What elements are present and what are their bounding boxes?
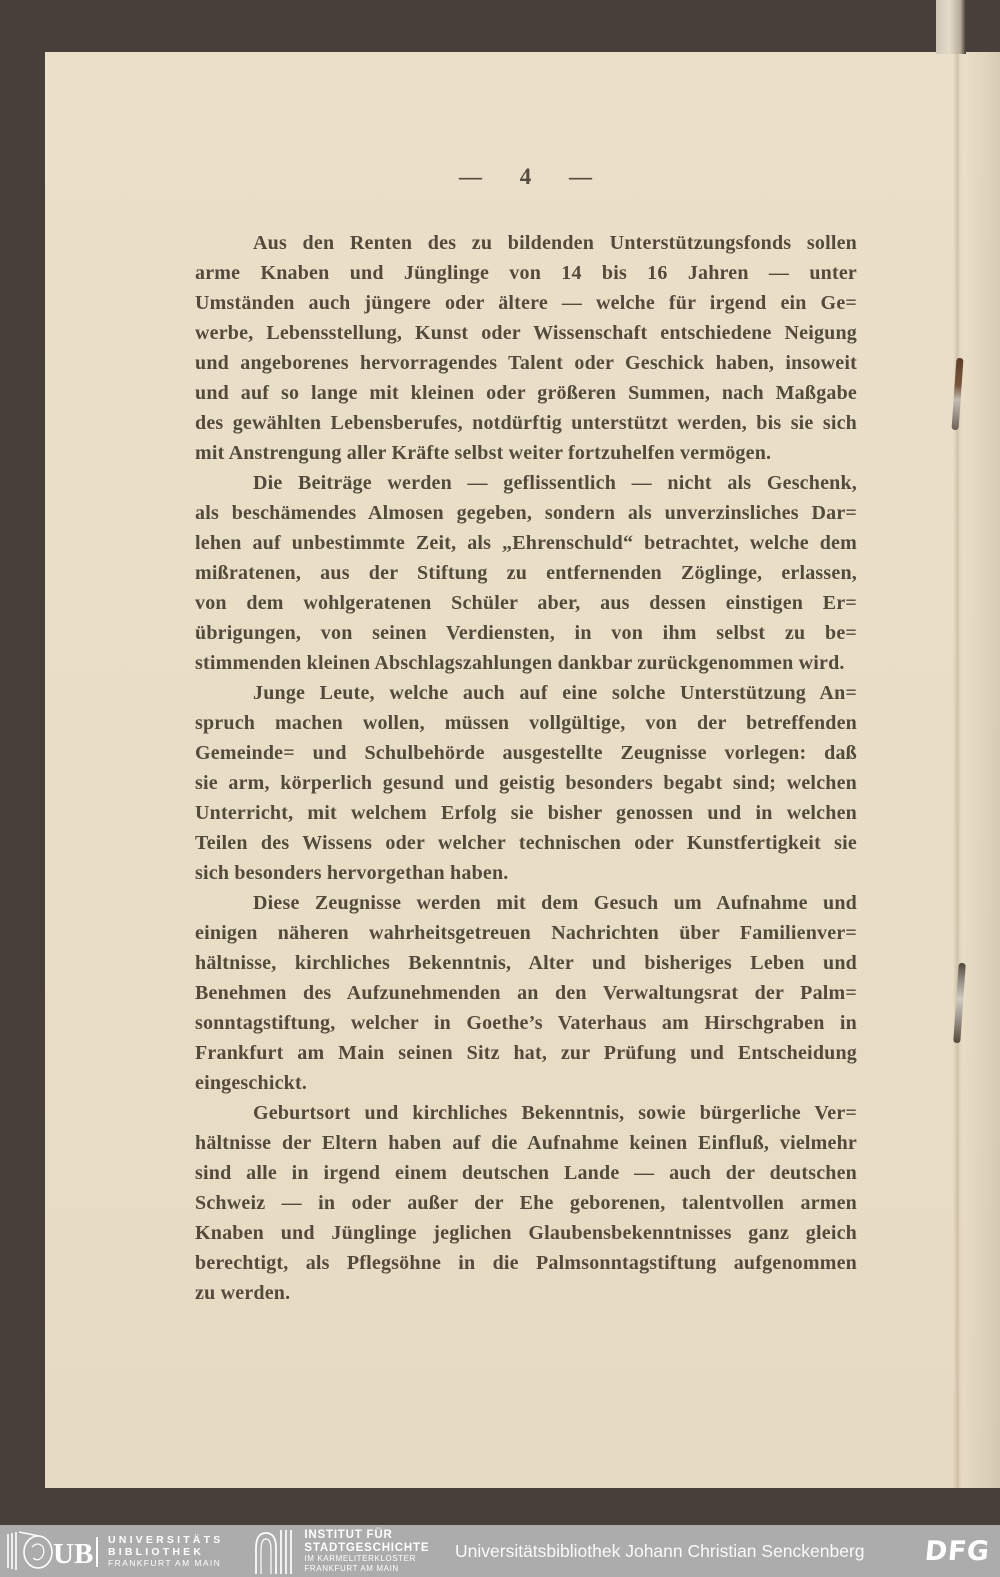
text-line: übrigungen, von seinen Verdiensten, in von ihm selbst zu be= xyxy=(195,622,857,644)
text-line: Geburtsort und kirchliches Bekenntnis, sowie bürgerliche Ver= xyxy=(253,1102,857,1124)
page-right-edge-shadow xyxy=(962,52,1000,1488)
text-line: hältnisse, kirchliches Bekenntnis, Alter und bisheriges Leben und xyxy=(195,952,857,974)
text-line: Umständen auch jüngere oder ältere — welche für irgend ein Ge= xyxy=(195,292,857,314)
text-line: als beschämendes Almosen gegeben, sondern als unverzinsliches Dar= xyxy=(195,502,857,524)
paragraph xyxy=(195,1098,857,1308)
text-line: sich besonders hervorgethan haben. xyxy=(195,862,509,884)
text-line: lehen auf unbestimmte Zeit, als „Ehrenschuld“ betrachtet, welche dem xyxy=(195,532,857,554)
scanned-book-page xyxy=(45,52,1000,1488)
text-line: berechtigt, als Pflegsöhne in die Palmsonntagstiftung aufgenommen xyxy=(195,1252,857,1274)
text-line: einigen näheren wahrheitsgetreuen Nachrichten über Familienver= xyxy=(195,922,857,944)
text-line: Schweiz — in oder außer der Ehe geborenen, talentvollen armen xyxy=(195,1192,857,1214)
ub-line-3: FRANKFURT AM MAIN xyxy=(108,1558,222,1568)
text-line: mißratenen, aus der Stiftung zu entfernenden Zöglinge, erlassen, xyxy=(195,562,857,584)
text-line: sonntagstiftung, welcher in Goethe’s Vaterhaus am Hirschgraben in xyxy=(195,1012,857,1034)
text-line: sind alle in irgend einem deutschen Lande — auch der deutschen xyxy=(195,1162,857,1184)
page-number: — 4 — xyxy=(459,164,593,189)
paragraph xyxy=(195,228,857,468)
text-line: Gemeinde= und Schulbehörde ausgestellte Zeugnisse vorlegen: daß xyxy=(195,742,857,764)
dfg-logo: DFG xyxy=(923,1535,992,1567)
text-column xyxy=(195,228,857,1308)
institut-line-1: INSTITUT FÜR xyxy=(304,1529,393,1541)
library-name-label: Universitätsbibliothek Johann Christian Senckenberg xyxy=(455,1540,865,1561)
ub-wordmark xyxy=(108,1534,223,1568)
footer-bar xyxy=(0,1525,1000,1577)
text-line: Junge Leute, welche auch auf eine solche Unterstützung An= xyxy=(253,682,857,704)
institut-wordmark xyxy=(304,1529,429,1573)
text-line: Die Beiträge werden — geflissentlich — nicht als Geschenk, xyxy=(253,472,857,494)
text-line: eingeschickt. xyxy=(195,1072,308,1094)
text-line: sie arm, körperlich gesund und geistig besonders begabt sind; welchen xyxy=(195,772,857,794)
text-line: und auf so lange mit kleinen oder größeren Summen, nach Maßgabe xyxy=(195,382,857,404)
ub-library-icon xyxy=(5,1529,101,1573)
text-line: arme Knaben und Jünglinge von 14 bis 16 Jahren — unter xyxy=(195,262,857,284)
text-line: von dem wohlgeratenen Schüler aber, aus dessen einstigen Er= xyxy=(195,592,857,614)
text-line: Benehmen des Aufzunehmenden an den Verwaltungsrat der Palm= xyxy=(195,982,857,1004)
text-line: zu werden. xyxy=(195,1282,291,1304)
text-line: Unterricht, mit welchem Erfolg sie bisher genossen und in welchen xyxy=(195,802,857,824)
ub-line-2: BIBLIOTHEK xyxy=(108,1546,205,1558)
bookmark-ribbon xyxy=(936,0,966,54)
text-line: werbe, Lebensstellung, Kunst oder Wissenschaft entschiedene Neigung xyxy=(195,322,857,344)
gothic-arch-icon xyxy=(253,1528,295,1574)
institut-line-2: STADTGESCHICHTE xyxy=(304,1541,430,1554)
paragraph xyxy=(195,468,857,678)
text-line: Frankfurt am Main seinen Sitz hat, zur Prüfung und Entscheidung xyxy=(195,1042,857,1064)
institut-line-3: IM KARMELITERKLOSTER xyxy=(304,1554,416,1563)
text-line: des gewählten Lebensberufes, notdürftig unterstützt werden, bis sie sich xyxy=(195,412,857,434)
text-line: Diese Zeugnisse werden mit dem Gesuch um Aufnahme und xyxy=(253,892,857,914)
ub-logo xyxy=(5,1529,223,1573)
paragraph xyxy=(195,678,857,888)
text-line: mit Anstrengung aller Kräfte selbst weiter fortzuhelfen vermögen. xyxy=(195,442,772,464)
paragraph xyxy=(195,888,857,1098)
institut-stadtgeschichte-logo xyxy=(253,1528,429,1574)
text-line: stimmenden kleinen Abschlagszahlungen dankbar zurückgenommen wird. xyxy=(195,652,845,674)
text-line: hältnisse der Eltern haben auf die Aufnahme keinen Einfluß, vielmehr xyxy=(195,1132,857,1154)
ub-abbr: UB xyxy=(53,1538,94,1570)
text-line: Aus den Renten des zu bildenden Unterstützungsfonds sollen xyxy=(253,232,857,254)
ub-line-1: UNIVERSITÄTS xyxy=(108,1534,224,1546)
text-line: und angeborenes hervorragendes Talent oder Geschick haben, insoweit xyxy=(195,352,857,374)
institut-line-4: FRANKFURT AM MAIN xyxy=(304,1563,399,1573)
text-line: Knaben und Jünglinge jeglichen Glaubensbekenntnisses ganz gleich xyxy=(195,1222,857,1244)
text-line: Teilen des Wissens oder welcher technischen oder Kunstfertigkeit sie xyxy=(195,832,857,854)
text-line: spruch machen wollen, müssen vollgültige, von der betreffenden xyxy=(195,712,857,734)
